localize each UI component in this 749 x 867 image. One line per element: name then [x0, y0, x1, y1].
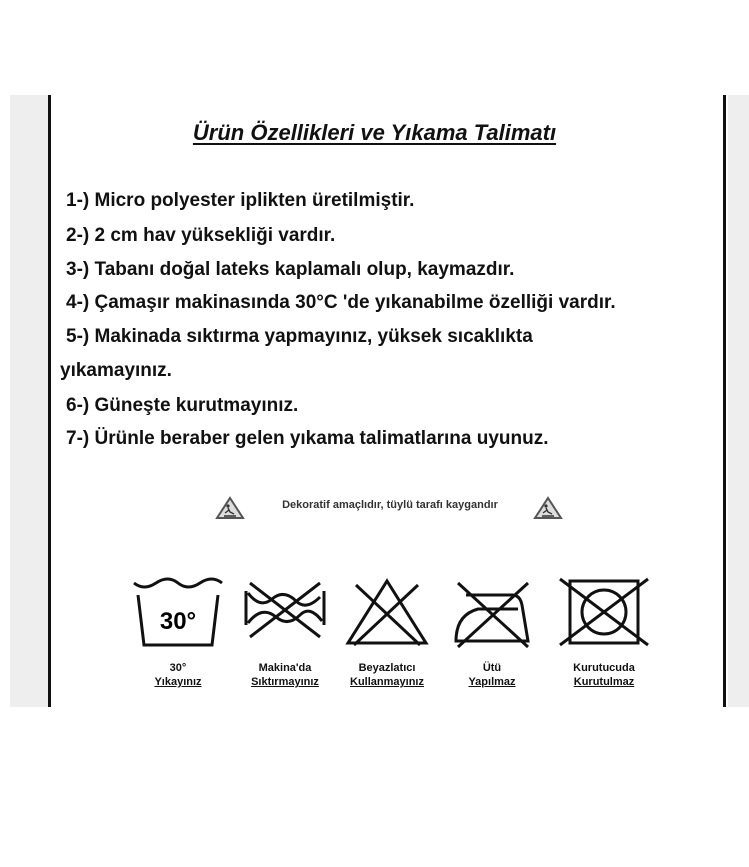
care-caption-line2: Yapılmaz — [468, 676, 516, 688]
care-symbol-no-iron — [450, 575, 534, 688]
care-caption-line2: Kullanmayınız — [350, 676, 424, 688]
list-item: 4-) Çamaşır makinasında 30°C 'de yıkanabilme özelliği vardır. — [66, 292, 616, 313]
no-wring-icon — [240, 575, 330, 655]
list-item: 3-) Tabanı doğal lateks kaplamalı olup, kaymazdır. — [66, 259, 515, 280]
no-tumble-dry-icon — [556, 575, 652, 655]
left-margin-band — [10, 95, 48, 707]
care-caption-line1: Makina'da — [258, 662, 312, 674]
care-caption-line1: Kurutucuda — [573, 662, 635, 674]
care-caption — [450, 661, 534, 689]
right-margin-band — [728, 95, 749, 707]
care-caption — [556, 661, 652, 689]
wash-temp-label: 30° — [159, 608, 197, 635]
care-symbol-wash-30 — [130, 575, 226, 688]
care-caption-line1: Ütü — [482, 662, 502, 674]
care-caption-line1: 30° — [169, 662, 187, 674]
care-caption-line1: Beyazlatıcı — [358, 662, 416, 674]
care-caption-line2: Sıktırmayınız — [251, 676, 319, 688]
care-caption — [240, 661, 330, 689]
care-symbol-no-bleach — [342, 575, 432, 688]
care-caption — [130, 661, 226, 689]
no-iron-icon — [450, 575, 534, 655]
slip-warning-icon — [533, 496, 563, 520]
list-item: 6-) Güneşte kurutmayınız. — [66, 395, 299, 416]
wash-30-icon — [130, 575, 226, 655]
list-item: yıkamayınız. — [60, 360, 172, 381]
care-caption — [342, 661, 432, 689]
warning-text: Dekoratif amaçlıdır, tüylü tarafı kaygandır — [282, 499, 498, 511]
page-title: Ürün Özellikleri ve Yıkama Talimatı — [192, 120, 557, 145]
list-item: 1-) Micro polyester iplikten üretilmiştir. — [66, 190, 415, 211]
care-symbol-no-wring — [240, 575, 330, 688]
list-item: 5-) Makinada sıktırma yapmayınız, yüksek sıcaklıkta — [66, 326, 533, 347]
list-item: 2-) 2 cm hav yüksekliği vardır. — [66, 225, 336, 246]
care-symbol-no-tumble-dry — [556, 575, 652, 688]
no-bleach-icon — [342, 575, 432, 655]
care-caption-line2: Kurutulmaz — [573, 676, 635, 688]
slip-warning — [215, 496, 565, 520]
care-caption-line2: Yıkayınız — [154, 676, 202, 688]
list-item: 7-) Ürünle beraber gelen yıkama talimatlarına uyunuz. — [66, 428, 549, 449]
